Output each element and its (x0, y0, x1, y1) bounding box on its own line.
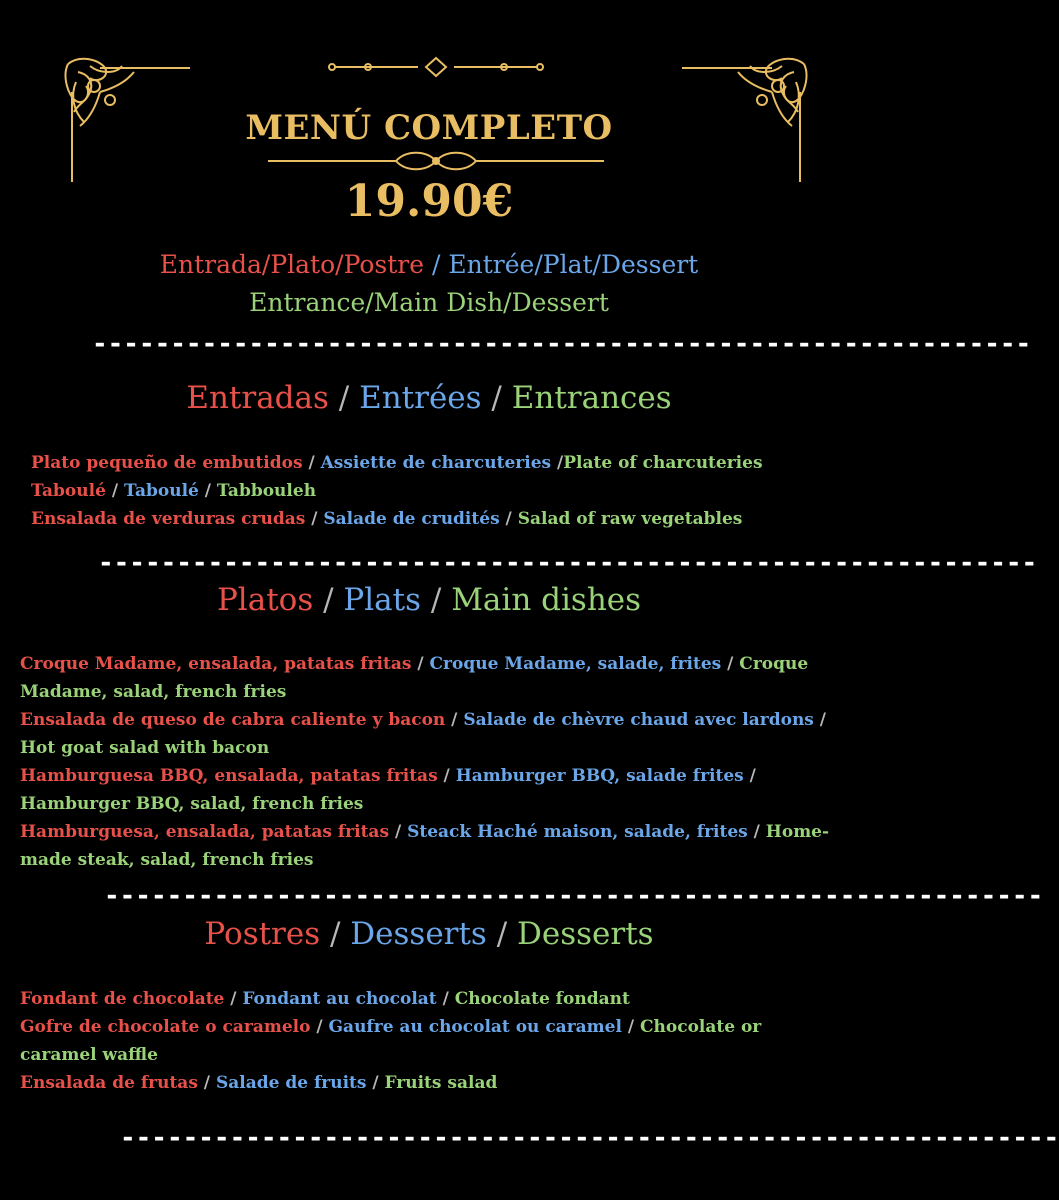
desserts-list (20, 985, 830, 1097)
courses-en: Entrance/Main Dish/Dessert (249, 288, 609, 317)
section-title-starters: Entradas / Entrées / Entrances (186, 380, 672, 416)
list-item: Hamburguesa, ensalada, patatas fritas / Steack Haché maison, salade, frites / Home-made steak, salad, french fries (20, 822, 830, 870)
list-item: Hamburguesa BBQ, ensalada, patatas fritas / Hamburger BBQ, salade frites / Hamburger BBQ, salad, french fries (20, 766, 756, 814)
list-item: Ensalada de frutas / Salade de fruits / Fruits salad (20, 1073, 498, 1093)
mains-list (20, 650, 850, 874)
courses-line-es-fr: Entrada/Plato/Postre / Entrée/Plat/Dessert (159, 250, 699, 279)
top-center-scroll (328, 56, 544, 78)
section-es: Postres (204, 916, 321, 952)
divider: ------------------------------------------------------------ (120, 1123, 1059, 1153)
courses-fr: Entrée/Plat/Dessert (448, 250, 699, 279)
section-title-desserts: Postres / Desserts / Desserts (204, 916, 654, 952)
list-item: Ensalada de queso de cabra caliente y bacon / Salade de chèvre chaud avec lardons / Hot goat salad with bacon (20, 710, 827, 758)
menu-title: MENÚ COMPLETO (245, 108, 613, 148)
section-title-mains: Platos / Plats / Main dishes (216, 582, 642, 618)
section-fr: Desserts (350, 916, 487, 952)
title-underline-flourish (266, 148, 606, 174)
list-item: Plato pequeño de embutidos / Assiette de charcuteries /Plate of charcuteries (31, 453, 763, 473)
list-item: Gofre de chocolate o caramelo / Gaufre au chocolat ou caramel / Chocolate or caramel waffle (20, 1017, 762, 1065)
list-item: Fondant de chocolate / Fondant au chocolat / Chocolate fondant (20, 989, 630, 1009)
section-en: Entrances (511, 380, 672, 416)
courses-es: Entrada/Plato/Postre (159, 250, 425, 279)
section-fr: Plats (343, 582, 422, 618)
divider: ------------------------------------------------------------ (98, 548, 1038, 578)
section-en: Main dishes (451, 582, 642, 618)
list-item: Croque Madame, ensalada, patatas fritas / Croque Madame, salade, frites / Croque Madame, salad, french fries (20, 654, 809, 702)
section-fr: Entrées (359, 380, 482, 416)
section-en: Desserts (517, 916, 654, 952)
section-es: Entradas (186, 380, 329, 416)
menu-price: 19.90€ (344, 176, 514, 227)
list-item: Ensalada de verduras crudas / Salade de crudités / Salad of raw vegetables (31, 509, 743, 529)
starters-list (31, 449, 831, 533)
section-es: Platos (216, 582, 314, 618)
divider: ------------------------------------------------------------ (104, 881, 1044, 911)
divider: ------------------------------------------------------------ (92, 329, 1032, 359)
list-item: Taboulé / Taboulé / Tabbouleh (31, 481, 317, 501)
